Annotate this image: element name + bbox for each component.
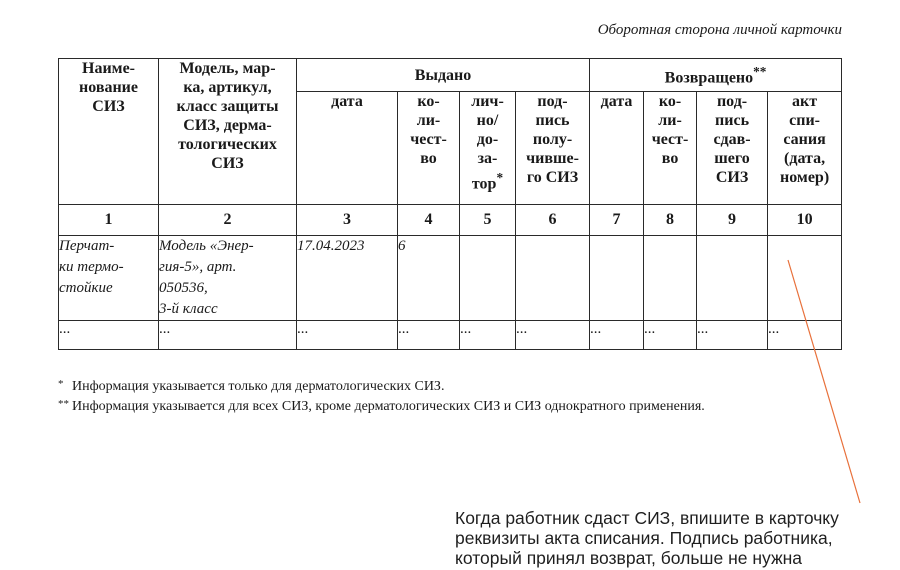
- cell-ellipsis: ...: [460, 321, 516, 350]
- issued-personal-footnote-mark: *: [496, 170, 504, 185]
- callout-text: Когда работник сдаст СИЗ, впишите в карточку реквизиты акта списания. Подпись работника, который принял возврат, больше не нужна: [455, 508, 839, 568]
- cell-siz-name: Перчат- ки термо- стойкие: [59, 236, 159, 321]
- col-model-header: Модель, мар- ка, артикул, класс защиты СИЗ, дерма- тологических СИЗ: [159, 59, 297, 205]
- issued-personal-label: лич- но/ до- за- тор: [471, 93, 504, 193]
- column-number: 6: [516, 205, 590, 236]
- cell-ellipsis: ...: [159, 321, 297, 350]
- footnote-mark: **: [58, 398, 69, 410]
- callout-line: [788, 260, 860, 503]
- cell-ellipsis: ...: [768, 321, 842, 350]
- column-number: 9: [697, 205, 768, 236]
- column-number: 3: [297, 205, 398, 236]
- returned-footnote-mark: **: [753, 64, 767, 80]
- column-number: 8: [644, 205, 697, 236]
- column-number: 4: [398, 205, 460, 236]
- returned-qty-header: ко- ли- чест- во: [644, 92, 697, 205]
- cell-ellipsis: ...: [697, 321, 768, 350]
- column-number: 5: [460, 205, 516, 236]
- returned-date-header: дата: [590, 92, 644, 205]
- page-caption: Оборотная сторона личной карточки: [597, 22, 842, 38]
- column-number: 2: [159, 205, 297, 236]
- column-number: 7: [590, 205, 644, 236]
- returned-act-header: акт спи- сания (дата, номер): [768, 92, 842, 205]
- column-number: 10: [768, 205, 842, 236]
- footnote-text: Информация указывается только для дерматологических СИЗ.: [72, 379, 445, 394]
- cell-siz-model: Модель «Энер- гия-5», арт. 050536, 3-й класс: [159, 236, 297, 321]
- column-number: 1: [59, 205, 159, 236]
- issued-sign-header: под- пись полу- чивше- го СИЗ: [516, 92, 590, 205]
- cell-ellipsis: ...: [644, 321, 697, 350]
- issued-qty-header: ко- ли- чест- во: [398, 92, 460, 205]
- cell-ellipsis: ...: [297, 321, 398, 350]
- cell-ellipsis: ...: [590, 321, 644, 350]
- cell-ellipsis: ...: [398, 321, 460, 350]
- cell-ellipsis: ...: [59, 321, 159, 350]
- cell-issued-date: 17.04.2023: [297, 236, 398, 321]
- cell-issued-qty: 6: [398, 236, 460, 321]
- returned-sign-header: под- пись сдав- шего СИЗ: [697, 92, 768, 205]
- cell-ellipsis: ...: [516, 321, 590, 350]
- footnote-text: Информация указывается для всех СИЗ, кроме дерматологических СИЗ и СИЗ однократного применения.: [72, 399, 705, 414]
- col-name-header: Наиме- нование СИЗ: [59, 59, 159, 205]
- issued-date-header: дата: [297, 92, 398, 205]
- issued-group-header: Выдано: [297, 59, 590, 92]
- returned-group-label: Возвращено: [664, 69, 754, 87]
- footnote-mark: *: [58, 378, 64, 390]
